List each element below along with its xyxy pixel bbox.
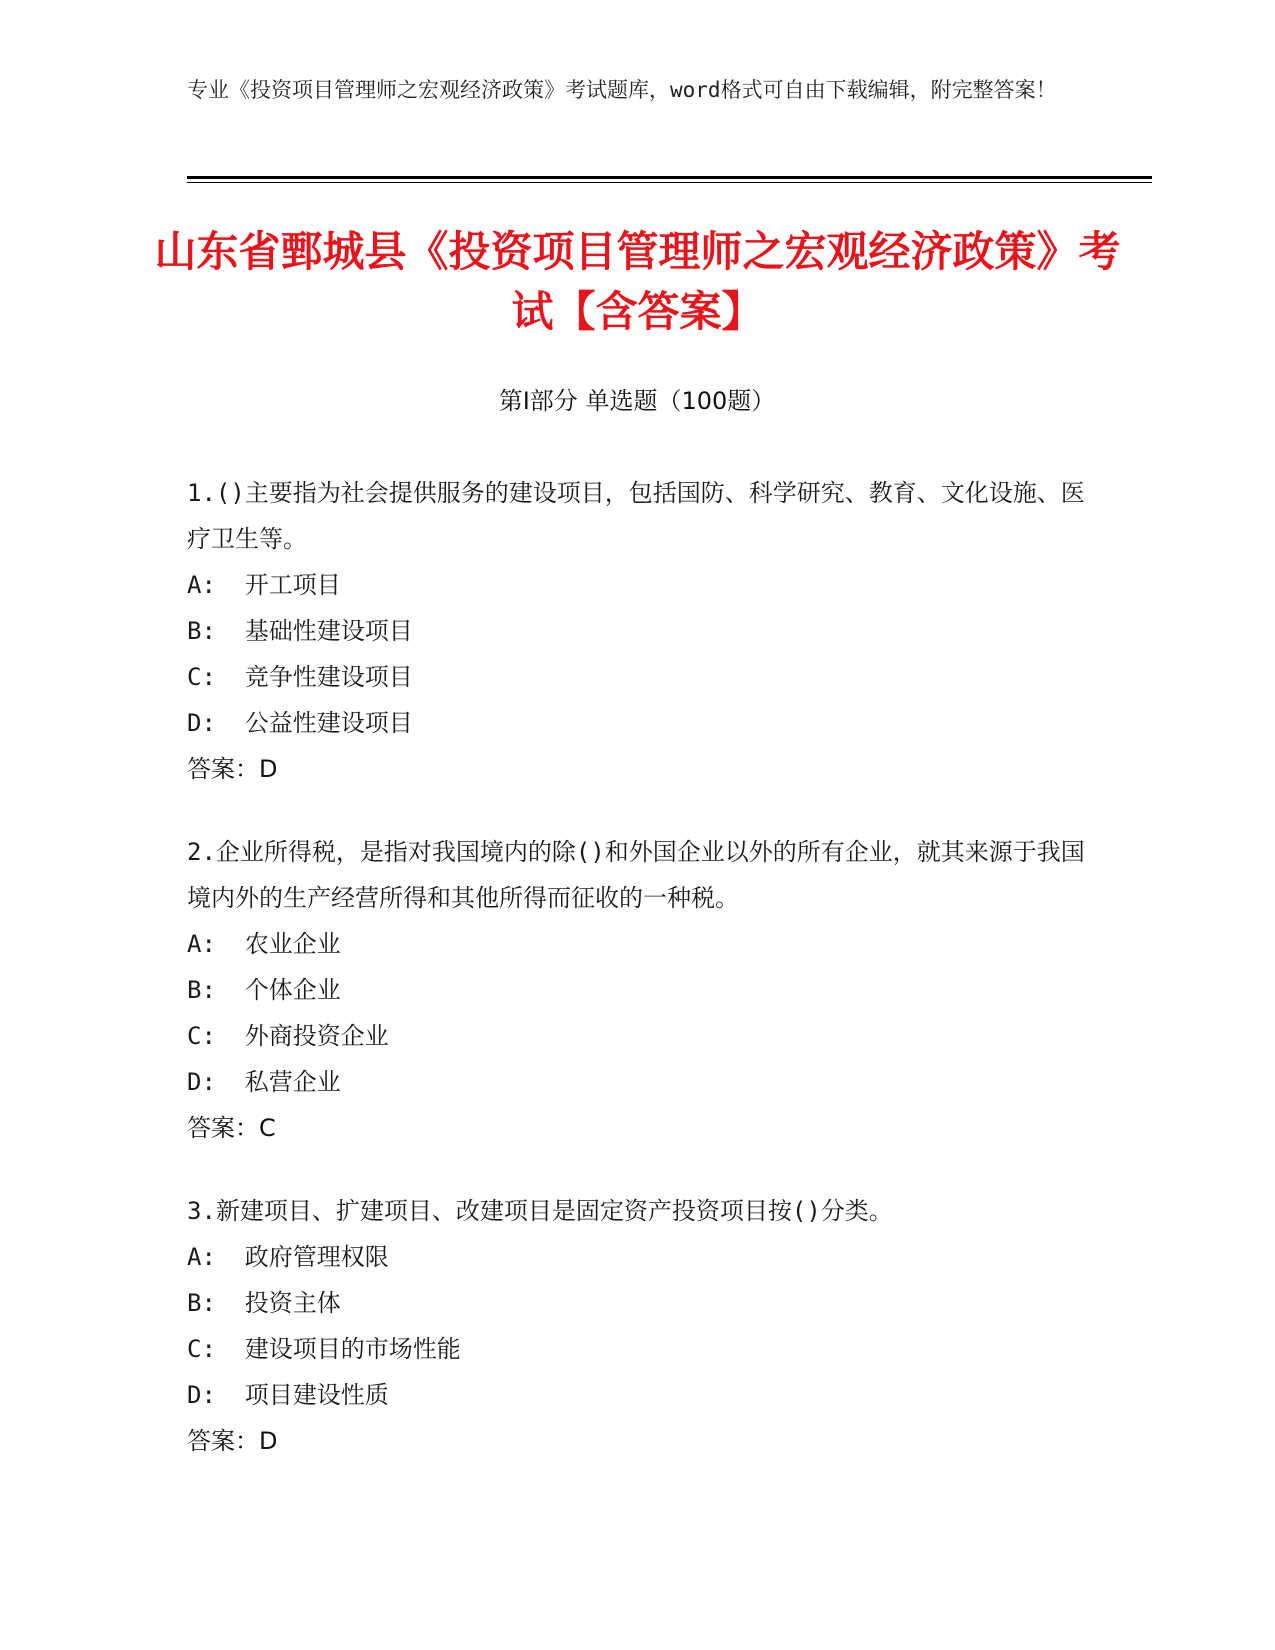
question-stem: 1.()主要指为社会提供服务的建设项目，包括国防、科学研究、教育、文化设施、医疗卫生等。	[187, 479, 1085, 553]
option-b: B: 投资主体	[187, 1289, 341, 1317]
option-d: D: 项目建设性质	[187, 1381, 389, 1409]
option-a: A: 政府管理权限	[187, 1243, 389, 1271]
option-a: A: 农业企业	[187, 930, 341, 958]
section-heading: 第I部分 单选题（100题）	[498, 387, 776, 415]
question-stem: 3.新建项目、扩建项目、改建项目是固定资产投资项目按()分类。	[187, 1197, 893, 1225]
question-2	[187, 829, 1087, 1151]
option-b: B: 基础性建设项目	[187, 617, 413, 645]
document-title: 山东省鄄城县《投资项目管理师之宏观经济政策》考试【含答案】	[154, 227, 1121, 336]
option-d: D: 私营企业	[187, 1068, 341, 1096]
option-b: B: 个体企业	[187, 976, 341, 1004]
option-a: A: 开工项目	[187, 571, 341, 599]
answer-line: 答案：D	[187, 755, 278, 783]
option-c: C: 建设项目的市场性能	[187, 1335, 461, 1363]
question-stem: 2.企业所得税，是指对我国境内的除()和外国企业以外的所有企业，就其来源于我国境内外的生产经营所得和其他所得而征收的一种税。	[187, 838, 1085, 912]
question-3	[187, 1188, 1087, 1464]
question-1	[187, 470, 1087, 792]
header-divider-thick	[187, 176, 1152, 179]
question-list	[187, 470, 1087, 1501]
header-divider-thin	[187, 182, 1152, 183]
answer-line: 答案：D	[187, 1427, 278, 1455]
option-c: C: 外商投资企业	[187, 1022, 389, 1050]
option-d: D: 公益性建设项目	[187, 709, 413, 737]
header-note: 专业《投资项目管理师之宏观经济政策》考试题库，word格式可自由下载编辑，附完整答案！	[187, 78, 1057, 102]
option-c: C: 竞争性建设项目	[187, 663, 413, 691]
answer-line: 答案：C	[187, 1114, 276, 1142]
